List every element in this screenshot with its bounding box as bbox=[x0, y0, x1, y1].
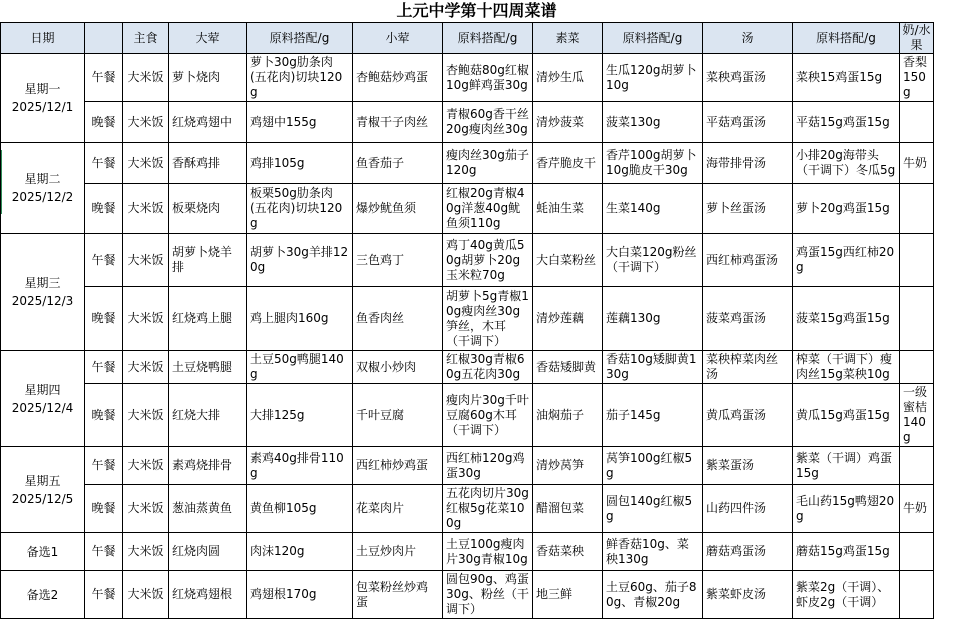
side-meat-cell[interactable]: 千叶豆腐 bbox=[353, 384, 443, 447]
day-cell[interactable] bbox=[1, 447, 85, 533]
side-meat-cell[interactable]: 爆炒鱿鱼须 bbox=[353, 184, 443, 234]
soup-ingredients-cell[interactable]: 萝卜20g鸡蛋15g bbox=[793, 184, 900, 234]
staple-cell[interactable]: 大米饭 bbox=[123, 485, 169, 533]
vegetable-ingredients-cell[interactable]: 香菇10g矮脚黄130g bbox=[603, 351, 703, 384]
day-date: 2025/12/3 bbox=[11, 294, 74, 308]
side-meat-cell[interactable]: 三色鸡丁 bbox=[353, 234, 443, 287]
main-meat-cell[interactable]: 素鸡烧排骨 bbox=[169, 447, 247, 485]
vegetable-cell[interactable]: 醋溜包菜 bbox=[533, 485, 603, 533]
side-meat-cell[interactable]: 鱼香茄子 bbox=[353, 143, 443, 184]
side-meat-ingredients-cell[interactable]: 土豆100g瘦肉片30g青椒10g bbox=[443, 533, 533, 571]
main-meat-cell[interactable]: 土豆烧鸭腿 bbox=[169, 351, 247, 384]
soup-cell[interactable]: 西红柿鸡蛋汤 bbox=[703, 234, 793, 287]
vegetable-ingredients-cell[interactable]: 生菜140g bbox=[603, 184, 703, 234]
vegetable-ingredients-cell[interactable]: 香芹100g胡萝卜10g脆皮干30g bbox=[603, 143, 703, 184]
header-main-meat-ingredients[interactable]: 原料搭配/g bbox=[247, 23, 353, 54]
milk-fruit-cell[interactable] bbox=[900, 102, 934, 143]
table-row bbox=[1, 447, 934, 485]
staple-cell[interactable]: 大米饭 bbox=[123, 184, 169, 234]
day-cell[interactable] bbox=[1, 234, 85, 351]
soup-cell[interactable]: 紫菜虾皮汤 bbox=[703, 571, 793, 619]
main-meat-cell[interactable]: 红烧肉圆 bbox=[169, 533, 247, 571]
milk-fruit-cell[interactable]: 一级蜜桔140g bbox=[900, 384, 934, 447]
header-vegetable-ingredients[interactable]: 原料搭配/g bbox=[603, 23, 703, 54]
staple-cell[interactable]: 大米饭 bbox=[123, 384, 169, 447]
main-meat-ingredients-cell[interactable]: 板栗50g肋条肉(五花肉)切块120g bbox=[247, 184, 353, 234]
main-meat-ingredients-cell[interactable]: 鸡翅根170g bbox=[247, 571, 353, 619]
soup-cell[interactable]: 海带排骨汤 bbox=[703, 143, 793, 184]
table-row bbox=[1, 102, 934, 143]
meal-cell[interactable]: 晚餐 bbox=[85, 102, 123, 143]
side-meat-ingredients-cell[interactable]: 杏鲍菇80g红椒10g鲜鸡蛋30g bbox=[443, 54, 533, 102]
vegetable-cell[interactable]: 清炒莴笋 bbox=[533, 447, 603, 485]
vegetable-cell[interactable]: 清炒莲藕 bbox=[533, 287, 603, 351]
soup-ingredients-cell[interactable]: 菜秧15鸡蛋15g bbox=[793, 54, 900, 102]
milk-fruit-cell[interactable]: 香梨150g bbox=[900, 54, 934, 102]
meal-cell[interactable]: 午餐 bbox=[85, 234, 123, 287]
day-cell[interactable] bbox=[1, 571, 85, 619]
milk-fruit-cell[interactable] bbox=[900, 533, 934, 571]
vegetable-ingredients-cell[interactable]: 莴笋100g红椒5g bbox=[603, 447, 703, 485]
table-row bbox=[1, 287, 934, 351]
meal-cell[interactable]: 午餐 bbox=[85, 351, 123, 384]
staple-cell[interactable]: 大米饭 bbox=[123, 234, 169, 287]
vegetable-cell[interactable]: 地三鲜 bbox=[533, 571, 603, 619]
header-vegetable[interactable]: 素菜 bbox=[533, 23, 603, 54]
soup-cell[interactable]: 菜秧鸡蛋汤 bbox=[703, 54, 793, 102]
milk-fruit-cell[interactable] bbox=[900, 447, 934, 485]
day-label: 备选1 bbox=[26, 544, 59, 559]
soup-cell[interactable]: 平菇鸡蛋汤 bbox=[703, 102, 793, 143]
header-main-meat[interactable]: 大荤 bbox=[169, 23, 247, 54]
soup-cell[interactable]: 紫菜蛋汤 bbox=[703, 447, 793, 485]
vegetable-ingredients-cell[interactable]: 鲜香菇10g、菜秧130g bbox=[603, 533, 703, 571]
main-meat-ingredients-cell[interactable]: 胡萝卜30g羊排120g bbox=[247, 234, 353, 287]
soup-ingredients-cell[interactable]: 小排20g海带头（干调下）冬瓜5g bbox=[793, 143, 900, 184]
main-meat-ingredients-cell[interactable]: 大排125g bbox=[247, 384, 353, 447]
day-cell[interactable] bbox=[1, 533, 85, 571]
table-row bbox=[1, 184, 934, 234]
day-label: 星期一 bbox=[24, 82, 61, 96]
staple-cell[interactable]: 大米饭 bbox=[123, 533, 169, 571]
header-row bbox=[1, 23, 934, 54]
main-meat-cell[interactable]: 萝卜烧肉 bbox=[169, 54, 247, 102]
side-meat-cell[interactable]: 花菜肉片 bbox=[353, 485, 443, 533]
side-meat-ingredients-cell[interactable]: 红椒20g青椒40g洋葱40g鱿鱼须110g bbox=[443, 184, 533, 234]
meal-cell[interactable]: 午餐 bbox=[85, 447, 123, 485]
main-meat-ingredients-cell[interactable]: 土豆50g鸭腿140g bbox=[247, 351, 353, 384]
milk-fruit-cell[interactable]: 牛奶 bbox=[900, 143, 934, 184]
side-meat-ingredients-cell[interactable]: 瘦肉片30g千叶豆腐60g木耳（干调下） bbox=[443, 384, 533, 447]
main-meat-cell[interactable]: 香酥鸡排 bbox=[169, 143, 247, 184]
soup-cell[interactable]: 蘑菇鸡蛋汤 bbox=[703, 533, 793, 571]
main-meat-ingredients-cell[interactable]: 鸡翅中155g bbox=[247, 102, 353, 143]
header-meal[interactable] bbox=[85, 23, 123, 54]
main-meat-ingredients-cell[interactable]: 素鸡40g排骨110g bbox=[247, 447, 353, 485]
milk-fruit-cell[interactable] bbox=[900, 571, 934, 619]
menu-body bbox=[1, 54, 934, 619]
meal-cell[interactable]: 午餐 bbox=[85, 143, 123, 184]
meal-cell[interactable]: 晚餐 bbox=[85, 384, 123, 447]
staple-cell[interactable]: 大米饭 bbox=[123, 447, 169, 485]
main-meat-cell[interactable]: 板栗烧肉 bbox=[169, 184, 247, 234]
day-cell[interactable] bbox=[1, 143, 85, 234]
day-date: 2025/12/5 bbox=[11, 491, 74, 506]
vegetable-cell[interactable]: 蚝油生菜 bbox=[533, 184, 603, 234]
soup-ingredients-cell[interactable]: 紫菜2g（干调）、虾皮2g（干调） bbox=[793, 571, 900, 619]
table-row bbox=[1, 234, 934, 287]
milk-fruit-cell[interactable] bbox=[900, 351, 934, 384]
day-cell[interactable] bbox=[1, 351, 85, 447]
soup-ingredients-cell[interactable]: 菠菜15g鸡蛋15g bbox=[793, 287, 900, 351]
menu-title: 上元中学第十四周菜谱 bbox=[396, 1, 557, 20]
table-row bbox=[1, 351, 934, 384]
side-meat-ingredients-cell[interactable]: 瘦肉丝30g茄子120g bbox=[443, 143, 533, 184]
staple-cell[interactable]: 大米饭 bbox=[123, 287, 169, 351]
side-meat-ingredients-cell[interactable]: 五花肉切片30g红椒5g花菜100g bbox=[443, 485, 533, 533]
main-meat-ingredients-cell[interactable]: 鸡上腿肉160g bbox=[247, 287, 353, 351]
main-meat-cell[interactable]: 红烧大排 bbox=[169, 384, 247, 447]
main-meat-ingredients-cell[interactable]: 鸡排105g bbox=[247, 143, 353, 184]
vegetable-ingredients-cell[interactable]: 土豆60g、茄子80g、青椒20g bbox=[603, 571, 703, 619]
side-meat-ingredients-cell[interactable]: 西红柿120g鸡蛋30g bbox=[443, 447, 533, 485]
staple-cell[interactable]: 大米饭 bbox=[123, 102, 169, 143]
day-date: 2025/12/4 bbox=[11, 400, 74, 415]
day-label: 星期四 bbox=[24, 382, 61, 397]
soup-ingredients-cell[interactable]: 平菇15g鸡蛋15g bbox=[793, 102, 900, 143]
side-meat-ingredients-cell[interactable]: 鸡丁40g黄瓜50g胡萝卜20g玉米粒70g bbox=[443, 234, 533, 287]
soup-ingredients-cell[interactable]: 榨菜（干调下）瘦肉丝15g菜秧10g bbox=[793, 351, 900, 384]
header-soup[interactable]: 汤 bbox=[703, 23, 793, 54]
main-meat-cell[interactable]: 红烧鸡上腿 bbox=[169, 287, 247, 351]
table-row bbox=[1, 143, 934, 184]
vegetable-cell[interactable]: 大白菜粉丝 bbox=[533, 234, 603, 287]
vegetable-ingredients-cell[interactable]: 莲藕130g bbox=[603, 287, 703, 351]
soup-ingredients-cell[interactable]: 鸡蛋15g西红柿20g bbox=[793, 234, 900, 287]
vegetable-cell[interactable]: 油焖茄子 bbox=[533, 384, 603, 447]
side-meat-cell[interactable]: 鱼香肉丝 bbox=[353, 287, 443, 351]
meal-cell[interactable]: 午餐 bbox=[85, 533, 123, 571]
soup-cell[interactable]: 菠菜鸡蛋汤 bbox=[703, 287, 793, 351]
main-meat-ingredients-cell[interactable]: 黄鱼柳105g bbox=[247, 485, 353, 533]
vegetable-cell[interactable]: 清炒菠菜 bbox=[533, 102, 603, 143]
header-side-meat[interactable]: 小荤 bbox=[353, 23, 443, 54]
side-meat-cell[interactable]: 青椒干子肉丝 bbox=[353, 102, 443, 143]
vegetable-ingredients-cell[interactable]: 圆包140g红椒5g bbox=[603, 485, 703, 533]
day-label: 星期三 bbox=[24, 276, 61, 290]
soup-cell[interactable]: 黄瓜鸡蛋汤 bbox=[703, 384, 793, 447]
meal-cell[interactable]: 晚餐 bbox=[85, 287, 123, 351]
soup-cell[interactable]: 菜秧榨菜肉丝汤 bbox=[703, 351, 793, 384]
vegetable-ingredients-cell[interactable]: 生瓜120g胡萝卜10g bbox=[603, 54, 703, 102]
table-row bbox=[1, 571, 934, 619]
milk-fruit-cell[interactable] bbox=[900, 287, 934, 351]
table-row bbox=[1, 533, 934, 571]
staple-cell[interactable]: 大米饭 bbox=[123, 351, 169, 384]
main-meat-cell[interactable]: 红烧鸡翅中 bbox=[169, 102, 247, 143]
main-meat-cell[interactable]: 胡萝卜烧羊排 bbox=[169, 234, 247, 287]
vegetable-ingredients-cell[interactable]: 茄子145g bbox=[603, 384, 703, 447]
vegetable-ingredients-cell[interactable]: 大白菜120g粉丝（干调下） bbox=[603, 234, 703, 287]
soup-ingredients-cell[interactable]: 毛山药15g鸭翅20g bbox=[793, 485, 900, 533]
menu-table bbox=[0, 22, 934, 619]
meal-cell[interactable]: 午餐 bbox=[85, 54, 123, 102]
side-meat-cell[interactable]: 西红柿炒鸡蛋 bbox=[353, 447, 443, 485]
vegetable-cell[interactable]: 香芹脆皮干 bbox=[533, 143, 603, 184]
header-date[interactable]: 日期 bbox=[1, 23, 85, 54]
milk-fruit-cell[interactable] bbox=[900, 184, 934, 234]
side-meat-cell[interactable]: 双椒小炒肉 bbox=[353, 351, 443, 384]
soup-cell[interactable]: 山药四件汤 bbox=[703, 485, 793, 533]
staple-cell[interactable]: 大米饭 bbox=[123, 571, 169, 619]
header-soup-ingredients[interactable]: 原料搭配/g bbox=[793, 23, 900, 54]
main-meat-ingredients-cell[interactable]: 肉沫120g bbox=[247, 533, 353, 571]
milk-fruit-cell[interactable] bbox=[900, 234, 934, 287]
soup-ingredients-cell[interactable]: 蘑菇15g鸡蛋15g bbox=[793, 533, 900, 571]
day-label: 备选2 bbox=[26, 587, 59, 602]
side-meat-ingredients-cell[interactable]: 胡萝卜5g青椒10g瘦肉丝30g笋丝，木耳（干调下） bbox=[443, 287, 533, 351]
day-label: 星期二 bbox=[24, 172, 61, 186]
main-meat-cell[interactable]: 红烧鸡翅根 bbox=[169, 571, 247, 619]
side-meat-ingredients-cell[interactable]: 圆包90g、鸡蛋30g、粉丝（干调下） bbox=[443, 571, 533, 619]
table-row bbox=[1, 384, 934, 447]
vegetable-cell[interactable]: 香菇矮脚黄 bbox=[533, 351, 603, 384]
day-cell[interactable] bbox=[1, 54, 85, 143]
staple-cell[interactable]: 大米饭 bbox=[123, 143, 169, 184]
table-row bbox=[1, 485, 934, 533]
soup-cell[interactable]: 萝卜丝蛋汤 bbox=[703, 184, 793, 234]
milk-fruit-cell[interactable]: 牛奶 bbox=[900, 485, 934, 533]
header-staple[interactable]: 主食 bbox=[123, 23, 169, 54]
soup-ingredients-cell[interactable]: 紫菜（干调）鸡蛋15g bbox=[793, 447, 900, 485]
side-meat-ingredients-cell[interactable]: 青椒60g香干丝20g瘦肉丝30g bbox=[443, 102, 533, 143]
vegetable-cell[interactable]: 香菇菜秧 bbox=[533, 533, 603, 571]
soup-ingredients-cell[interactable]: 黄瓜15g鸡蛋15g bbox=[793, 384, 900, 447]
day-label: 星期五 bbox=[24, 473, 61, 488]
meal-cell[interactable]: 晚餐 bbox=[85, 485, 123, 533]
header-side-meat-ingredients[interactable]: 原料搭配/g bbox=[443, 23, 533, 54]
meal-cell[interactable]: 晚餐 bbox=[85, 184, 123, 234]
vegetable-cell[interactable]: 清炒生瓜 bbox=[533, 54, 603, 102]
header-milk-fruit[interactable]: 奶/水果 bbox=[900, 23, 934, 54]
side-meat-cell[interactable]: 杏鲍菇炒鸡蛋 bbox=[353, 54, 443, 102]
main-meat-cell[interactable]: 葱油蒸黄鱼 bbox=[169, 485, 247, 533]
side-meat-ingredients-cell[interactable]: 红椒30g青椒60g五花肉30g bbox=[443, 351, 533, 384]
meal-cell[interactable]: 午餐 bbox=[85, 571, 123, 619]
staple-cell[interactable]: 大米饭 bbox=[123, 54, 169, 102]
main-meat-ingredients-cell[interactable]: 萝卜30g肋条肉(五花肉)切块120g bbox=[247, 54, 353, 102]
table-row bbox=[1, 54, 934, 102]
side-meat-cell[interactable]: 包菜粉丝炒鸡蛋 bbox=[353, 571, 443, 619]
day-date: 2025/12/2 bbox=[11, 190, 74, 204]
vegetable-ingredients-cell[interactable]: 菠菜130g bbox=[603, 102, 703, 143]
day-date: 2025/12/1 bbox=[11, 100, 74, 114]
side-meat-cell[interactable]: 土豆炒肉片 bbox=[353, 533, 443, 571]
